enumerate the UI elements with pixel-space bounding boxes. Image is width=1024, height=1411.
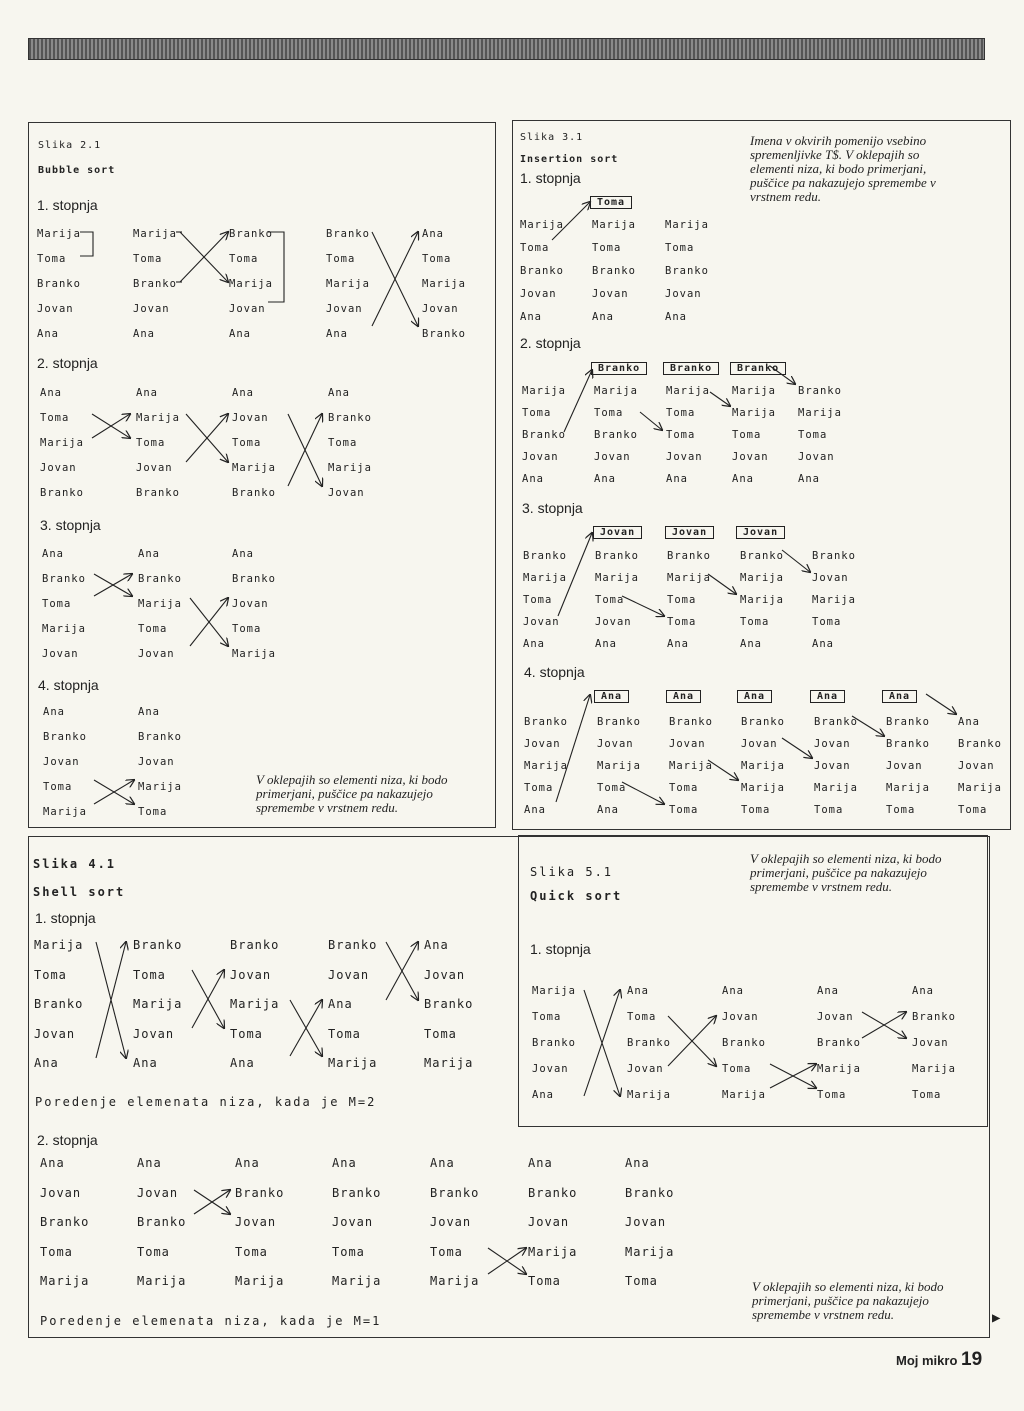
fig2-note: V oklepajih so elementi niza, ki bodo primerjani, puščice pa nakazujejo spremembe v vrstnem redu. xyxy=(256,772,448,815)
temp-variable-box: Jovan xyxy=(665,526,714,539)
list-item: Branko xyxy=(424,997,474,1011)
list-item: Branko xyxy=(40,1215,90,1229)
list-item: Jovan xyxy=(798,451,835,463)
list-item: Toma xyxy=(798,429,828,441)
list-item: Marija xyxy=(133,228,177,240)
list-item: Ana xyxy=(137,1156,162,1170)
fig3-stage2-title: 2. stopnja xyxy=(520,335,581,351)
list-item: Branko xyxy=(133,278,177,290)
list-item: Jovan xyxy=(232,412,269,424)
list-item: Branko xyxy=(138,573,182,585)
list-item: Marija xyxy=(592,219,636,231)
list-item: Ana xyxy=(667,638,689,650)
list-item: Toma xyxy=(133,967,166,982)
list-item: Toma xyxy=(422,253,452,265)
list-item: Jovan xyxy=(886,760,923,772)
list-item: Ana xyxy=(798,473,820,485)
list-item: Ana xyxy=(520,311,542,323)
list-item: Ana xyxy=(532,1089,554,1101)
list-item: Ana xyxy=(627,985,649,997)
list-item: Jovan xyxy=(625,1215,667,1229)
list-item: Branko xyxy=(625,1185,675,1200)
list-item: Branko xyxy=(814,716,858,728)
list-item: Toma xyxy=(235,1244,268,1259)
list-item: Jovan xyxy=(42,648,79,660)
temp-variable-box: Toma xyxy=(590,196,632,209)
list-item: Toma xyxy=(424,1026,457,1041)
page-footer xyxy=(896,1349,982,1371)
list-item: Jovan xyxy=(422,303,459,315)
list-item: Marija xyxy=(40,1274,90,1288)
list-item: Branko xyxy=(40,487,84,499)
list-item: Branko xyxy=(594,429,638,441)
list-item: Jovan xyxy=(230,967,272,982)
list-item: Branko xyxy=(430,1185,480,1200)
list-item: Marija xyxy=(812,594,856,606)
list-item: Toma xyxy=(37,253,67,265)
list-item: Toma xyxy=(522,407,552,419)
list-item: Toma xyxy=(722,1063,752,1075)
list-item: Toma xyxy=(232,437,262,449)
list-item: Marija xyxy=(669,760,713,772)
list-item: Marija xyxy=(740,572,784,584)
list-item: Toma xyxy=(665,242,695,254)
list-item: Toma xyxy=(741,804,771,816)
list-item: Toma xyxy=(812,616,842,628)
list-item: Branko xyxy=(522,429,566,441)
list-item: Marija xyxy=(328,1056,378,1070)
list-item: Marija xyxy=(667,572,711,584)
fig4-stage1-title: 1. stopnja xyxy=(35,910,96,926)
list-item: Ana xyxy=(138,706,160,718)
list-item: Marija xyxy=(138,598,182,610)
list-item: Branko xyxy=(597,716,641,728)
list-item: Marija xyxy=(520,219,564,231)
list-item: Branko xyxy=(328,412,372,424)
list-item: Toma xyxy=(667,594,697,606)
list-item: Toma xyxy=(40,1244,73,1259)
list-item: Jovan xyxy=(732,451,769,463)
list-item: Ana xyxy=(958,716,980,728)
list-item: Jovan xyxy=(424,967,466,982)
list-item: Marija xyxy=(424,1056,474,1070)
list-item: Ana xyxy=(328,997,353,1011)
fig4-compare-m1: Poredenje elemenata niza, kada je M=1 xyxy=(40,1314,382,1328)
list-item: Branko xyxy=(912,1011,956,1023)
list-item: Toma xyxy=(328,437,358,449)
list-item: Jovan xyxy=(137,1185,179,1200)
list-item: Toma xyxy=(740,616,770,628)
list-item: Jovan xyxy=(328,487,365,499)
fig3-caption: Slika 3.1 xyxy=(520,132,584,143)
list-item: Ana xyxy=(230,1056,255,1070)
list-item: Branko xyxy=(627,1037,671,1049)
list-item: Marija xyxy=(523,572,567,584)
fig2-stage3-title: 3. stopnja xyxy=(40,517,101,533)
list-item: Jovan xyxy=(138,648,175,660)
list-item: Ana xyxy=(912,985,934,997)
list-item: Toma xyxy=(627,1011,657,1023)
list-item: Jovan xyxy=(814,738,851,750)
list-item: Marija xyxy=(817,1063,861,1075)
temp-variable-box: Ana xyxy=(882,690,917,703)
list-item: Ana xyxy=(812,638,834,650)
list-item: Marija xyxy=(528,1244,578,1259)
list-item: Jovan xyxy=(43,756,80,768)
temp-variable-box: Branko xyxy=(663,362,719,375)
list-item: Jovan xyxy=(524,738,561,750)
list-item: Marija xyxy=(722,1089,766,1101)
list-item: Marija xyxy=(232,462,276,474)
list-item: Toma xyxy=(34,967,67,982)
list-item: Marija xyxy=(732,407,776,419)
fig4-caption: Slika 4.1 xyxy=(33,857,117,871)
list-item: Marija xyxy=(524,760,568,772)
list-item: Marija xyxy=(232,648,276,660)
list-item: Jovan xyxy=(138,756,175,768)
list-item: Marija xyxy=(627,1089,671,1101)
list-item: Jovan xyxy=(669,738,706,750)
list-item: Marija xyxy=(230,997,280,1011)
fig2-stage2-title: 2. stopnja xyxy=(37,355,98,371)
list-item: Toma xyxy=(594,407,624,419)
list-item: Marija xyxy=(597,760,641,772)
list-item: Ana xyxy=(42,548,64,560)
list-item: Marija xyxy=(326,278,370,290)
list-item: Toma xyxy=(328,1026,361,1041)
list-item: Branko xyxy=(886,716,930,728)
list-item: Ana xyxy=(523,638,545,650)
list-item: Jovan xyxy=(597,738,634,750)
list-item: Jovan xyxy=(528,1215,570,1229)
continue-arrow-icon: ▶ xyxy=(992,1310,1001,1326)
list-item: Toma xyxy=(912,1089,942,1101)
list-item: Marija xyxy=(37,228,81,240)
list-item: Jovan xyxy=(229,303,266,315)
page-number: 19 xyxy=(961,1349,983,1370)
list-item: Ana xyxy=(232,548,254,560)
list-item: Marija xyxy=(332,1274,382,1288)
fig5-note: V oklepajih so elementi niza, ki bodo primerjani, puščice pa nakazujejo spremembe v vrstnem redu. xyxy=(750,851,942,894)
fig3-note: Imena v okvirih pomenijo vsebino spremenljivke T$. V oklepajih so elementi niza, ki bodo primerjani, puščice pa nakazujejo spremembe v vrstnem redu. xyxy=(750,133,936,204)
fig3-subtitle: Insertion sort xyxy=(520,154,619,165)
list-item: Marija xyxy=(732,385,776,397)
fig5-subtitle: Quick sort xyxy=(530,889,623,903)
list-item: Ana xyxy=(133,328,155,340)
list-item: Branko xyxy=(137,1215,187,1229)
list-item: Marija xyxy=(522,385,566,397)
list-item: Ana xyxy=(740,638,762,650)
temp-variable-box: Ana xyxy=(594,690,629,703)
list-item: Jovan xyxy=(814,760,851,772)
list-item: Branko xyxy=(592,265,636,277)
list-item: Ana xyxy=(732,473,754,485)
list-item: Jovan xyxy=(326,303,363,315)
list-item: Jovan xyxy=(40,462,77,474)
list-item: Jovan xyxy=(133,1026,175,1041)
list-item: Branko xyxy=(812,550,856,562)
fig4-compare-m2: Poredenje elemenata niza, kada je M=2 xyxy=(35,1095,377,1109)
list-item: Toma xyxy=(667,616,697,628)
list-item: Jovan xyxy=(332,1215,374,1229)
list-item: Marija xyxy=(328,462,372,474)
list-item: Branko xyxy=(230,938,280,952)
temp-variable-box: Branko xyxy=(730,362,786,375)
list-item: Ana xyxy=(666,473,688,485)
list-item: Toma xyxy=(532,1011,562,1023)
list-item: Jovan xyxy=(40,1185,82,1200)
list-item: Toma xyxy=(732,429,762,441)
list-item: Ana xyxy=(328,387,350,399)
list-item: Ana xyxy=(136,387,158,399)
list-item: Toma xyxy=(136,437,166,449)
list-item: Ana xyxy=(133,1056,158,1070)
list-item: Jovan xyxy=(520,288,557,300)
list-item: Marija xyxy=(814,782,858,794)
list-item: Branko xyxy=(532,1037,576,1049)
list-item: Toma xyxy=(814,804,844,816)
list-item: Toma xyxy=(625,1274,658,1288)
list-item: Ana xyxy=(40,387,62,399)
list-item: Marija xyxy=(741,760,785,772)
fig5-caption: Slika 5.1 xyxy=(530,865,614,879)
list-item: Toma xyxy=(958,804,988,816)
list-item: Ana xyxy=(34,1056,59,1070)
list-item: Branko xyxy=(817,1037,861,1049)
list-item: Marija xyxy=(625,1244,675,1259)
list-item: Branko xyxy=(42,573,86,585)
list-item: Branko xyxy=(958,738,1002,750)
list-item: Jovan xyxy=(912,1037,949,1049)
list-item: Branko xyxy=(665,265,709,277)
magazine-name: Moj mikro xyxy=(896,1353,958,1368)
list-item: Marija xyxy=(137,1274,187,1288)
list-item: Marija xyxy=(430,1274,480,1288)
fig3-stage1-title: 1. stopnja xyxy=(520,170,581,186)
list-item: Ana xyxy=(722,985,744,997)
temp-variable-box: Ana xyxy=(810,690,845,703)
list-item: Toma xyxy=(138,806,168,818)
list-item: Marija xyxy=(532,985,576,997)
list-item: Ana xyxy=(595,638,617,650)
list-item: Ana xyxy=(625,1156,650,1170)
list-item: Ana xyxy=(138,548,160,560)
list-item: Branko xyxy=(740,550,784,562)
temp-variable-box: Branko xyxy=(591,362,647,375)
list-item: Branko xyxy=(229,228,273,240)
list-item: Jovan xyxy=(627,1063,664,1075)
temp-variable-box: Jovan xyxy=(736,526,785,539)
list-item: Marija xyxy=(886,782,930,794)
list-item: Ana xyxy=(332,1156,357,1170)
list-item: Jovan xyxy=(523,616,560,628)
list-item: Branko xyxy=(37,278,81,290)
list-item: Toma xyxy=(520,242,550,254)
list-item: Toma xyxy=(230,1026,263,1041)
list-item: Marija xyxy=(798,407,842,419)
list-item: Toma xyxy=(886,804,916,816)
list-item: Branko xyxy=(722,1037,766,1049)
list-item: Branko xyxy=(523,550,567,562)
list-item: Marija xyxy=(229,278,273,290)
list-item: Jovan xyxy=(665,288,702,300)
list-item: Toma xyxy=(524,782,554,794)
list-item: Jovan xyxy=(430,1215,472,1229)
list-item: Marija xyxy=(595,572,639,584)
list-item: Toma xyxy=(43,781,73,793)
list-item: Branko xyxy=(528,1185,578,1200)
list-item: Marija xyxy=(138,781,182,793)
list-item: Branko xyxy=(328,938,378,952)
list-item: Ana xyxy=(430,1156,455,1170)
list-item: Branko xyxy=(136,487,180,499)
list-item: Toma xyxy=(232,623,262,635)
list-item: Ana xyxy=(422,228,444,240)
list-item: Marija xyxy=(666,385,710,397)
list-item: Branko xyxy=(235,1185,285,1200)
list-item: Branko xyxy=(326,228,370,240)
list-item: Ana xyxy=(594,473,616,485)
list-item: Branko xyxy=(232,573,276,585)
list-item: Jovan xyxy=(592,288,629,300)
list-item: Toma xyxy=(666,407,696,419)
list-item: Toma xyxy=(592,242,622,254)
list-item: Branko xyxy=(667,550,711,562)
list-item: Branko xyxy=(524,716,568,728)
list-item: Ana xyxy=(37,328,59,340)
fig4-stage2-title: 2. stopnja xyxy=(37,1132,98,1148)
temp-variable-box: Jovan xyxy=(593,526,642,539)
list-item: Branko xyxy=(133,938,183,952)
list-item: Marija xyxy=(594,385,638,397)
list-item: Marija xyxy=(34,938,84,952)
list-item: Toma xyxy=(669,804,699,816)
list-item: Branko xyxy=(595,550,639,562)
list-item: Toma xyxy=(332,1244,365,1259)
list-item: Jovan xyxy=(232,598,269,610)
list-item: Toma xyxy=(326,253,356,265)
list-item: Toma xyxy=(40,412,70,424)
temp-variable-box: Ana xyxy=(666,690,701,703)
list-item: Marija xyxy=(740,594,784,606)
fig4-note: V oklepajih so elementi niza, ki bodo primerjani, puščice pa nakazujejo spremembe v vrstnem redu. xyxy=(752,1279,944,1322)
fig2-caption: Slika 2.1 xyxy=(38,140,102,151)
list-item: Marija xyxy=(136,412,180,424)
list-item: Marija xyxy=(40,437,84,449)
list-item: Marija xyxy=(42,623,86,635)
list-item: Jovan xyxy=(817,1011,854,1023)
header-bar xyxy=(28,38,985,60)
list-item: Branko xyxy=(232,487,276,499)
list-item: Ana xyxy=(528,1156,553,1170)
list-item: Toma xyxy=(42,598,72,610)
list-item: Marija xyxy=(43,806,87,818)
list-item: Jovan xyxy=(522,451,559,463)
list-item: Toma xyxy=(133,253,163,265)
list-item: Marija xyxy=(665,219,709,231)
list-item: Jovan xyxy=(958,760,995,772)
fig2-subtitle: Bubble sort xyxy=(38,165,116,176)
list-item: Jovan xyxy=(594,451,631,463)
list-item: Toma xyxy=(666,429,696,441)
temp-variable-box: Ana xyxy=(737,690,772,703)
list-item: Jovan xyxy=(136,462,173,474)
list-item: Jovan xyxy=(812,572,849,584)
list-item: Ana xyxy=(229,328,251,340)
fig2-stage1-title: 1. stopnja xyxy=(37,197,98,213)
list-item: Toma xyxy=(229,253,259,265)
list-item: Toma xyxy=(523,594,553,606)
list-item: Ana xyxy=(665,311,687,323)
list-item: Toma xyxy=(669,782,699,794)
list-item: Marija xyxy=(741,782,785,794)
list-item: Ana xyxy=(424,938,449,952)
list-item: Marija xyxy=(235,1274,285,1288)
list-item: Ana xyxy=(235,1156,260,1170)
list-item: Ana xyxy=(524,804,546,816)
list-item: Branko xyxy=(669,716,713,728)
list-item: Branko xyxy=(886,738,930,750)
list-item: Toma xyxy=(528,1274,561,1288)
list-item: Marija xyxy=(912,1063,956,1075)
list-item: Jovan xyxy=(666,451,703,463)
list-item: Marija xyxy=(133,997,183,1011)
list-item: Jovan xyxy=(595,616,632,628)
list-item: Ana xyxy=(817,985,839,997)
list-item: Marija xyxy=(422,278,466,290)
list-item: Branko xyxy=(741,716,785,728)
fig4-subtitle: Shell sort xyxy=(33,885,126,899)
list-item: Branko xyxy=(798,385,842,397)
fig5-stage1-title: 1. stopnja xyxy=(530,941,591,957)
list-item: Toma xyxy=(595,594,625,606)
list-item: Jovan xyxy=(37,303,74,315)
list-item: Ana xyxy=(522,473,544,485)
list-item: Toma xyxy=(430,1244,463,1259)
list-item: Jovan xyxy=(133,303,170,315)
fig3-stage3-title: 3. stopnja xyxy=(522,500,583,516)
list-item: Ana xyxy=(43,706,65,718)
list-item: Jovan xyxy=(532,1063,569,1075)
list-item: Branko xyxy=(422,328,466,340)
list-item: Ana xyxy=(40,1156,65,1170)
list-item: Branko xyxy=(43,731,87,743)
fig3-stage4-title: 4. stopnja xyxy=(524,664,585,680)
list-item: Ana xyxy=(597,804,619,816)
list-item: Jovan xyxy=(328,967,370,982)
list-item: Ana xyxy=(326,328,348,340)
list-item: Jovan xyxy=(235,1215,277,1229)
list-item: Toma xyxy=(597,782,627,794)
list-item: Jovan xyxy=(722,1011,759,1023)
list-item: Branko xyxy=(332,1185,382,1200)
list-item: Branko xyxy=(138,731,182,743)
list-item: Ana xyxy=(232,387,254,399)
list-item: Branko xyxy=(34,997,84,1011)
fig2-stage4-title: 4. stopnja xyxy=(38,677,99,693)
list-item: Toma xyxy=(138,623,168,635)
list-item: Toma xyxy=(817,1089,847,1101)
list-item: Branko xyxy=(520,265,564,277)
list-item: Toma xyxy=(137,1244,170,1259)
list-item: Jovan xyxy=(34,1026,76,1041)
list-item: Ana xyxy=(592,311,614,323)
list-item: Jovan xyxy=(741,738,778,750)
list-item: Marija xyxy=(958,782,1002,794)
